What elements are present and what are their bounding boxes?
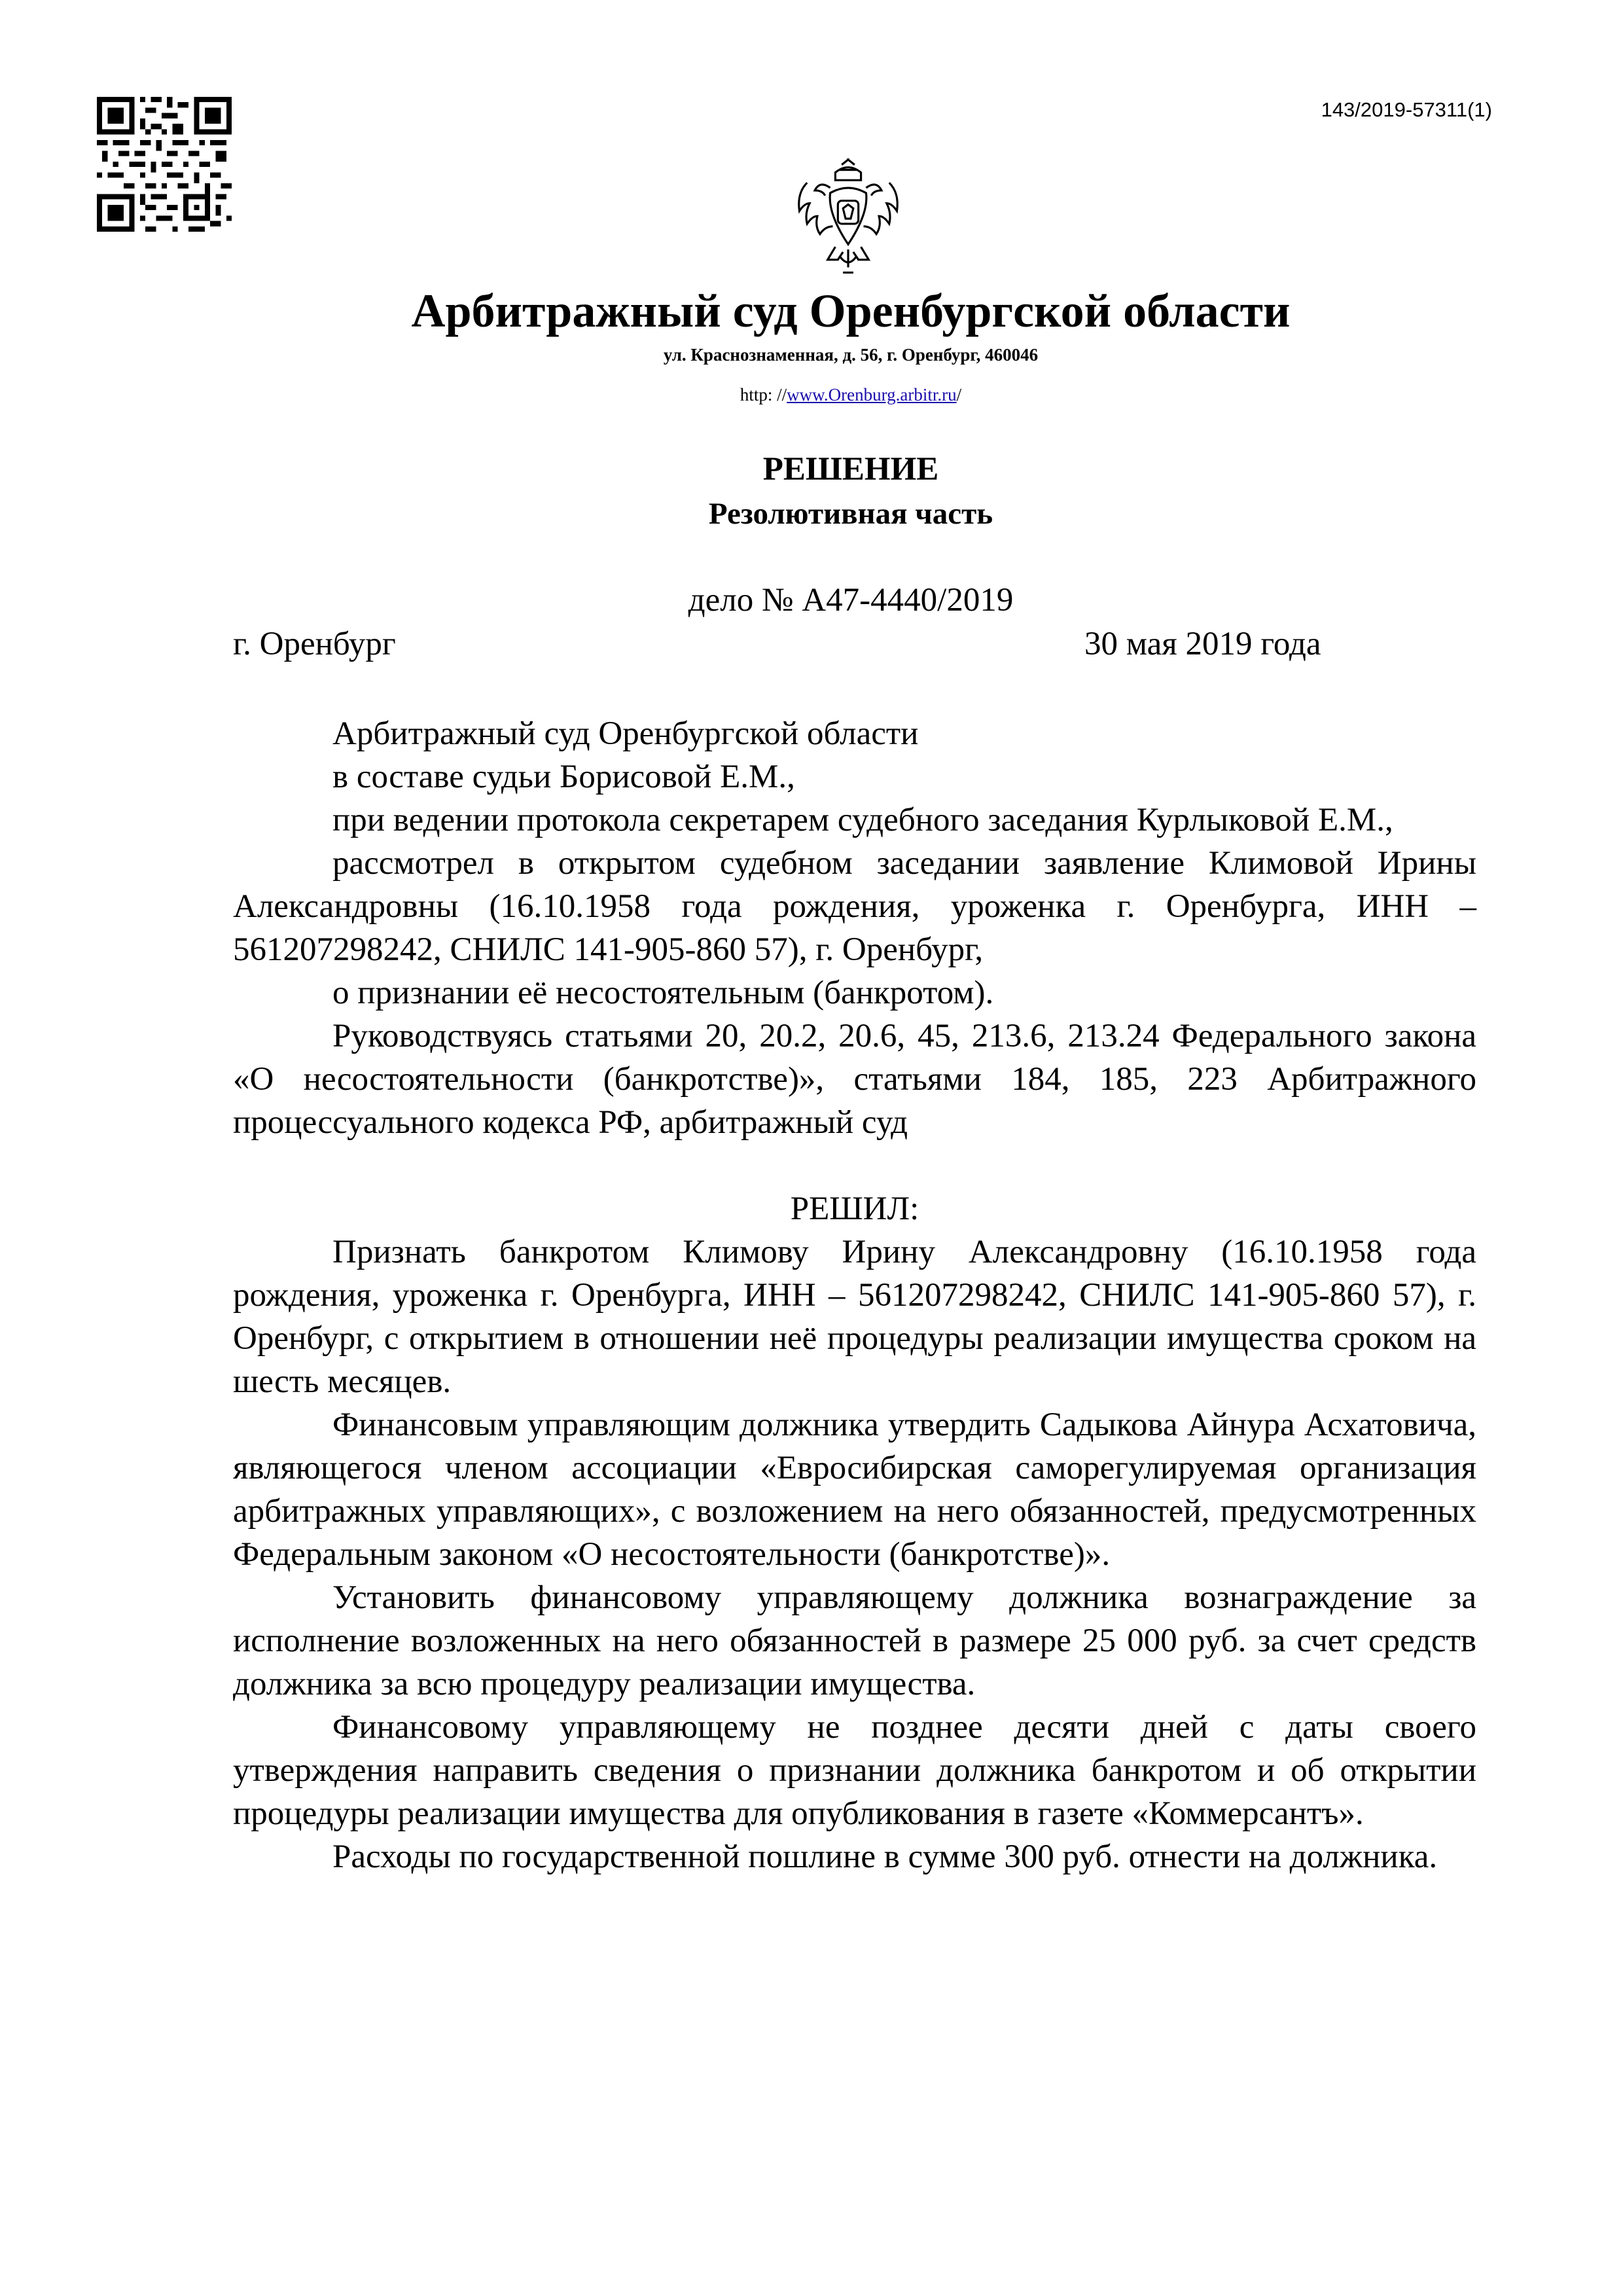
court-address: ул. Краснознаменная, д. 56, г. Оренбург, 460046: [663, 345, 1039, 365]
intro-basis: Руководствуясь статьями 20, 20.2, 20.6, 45, 213.6, 213.24 Федерального закона «О несостоятельности (банкротстве)», статьями 184, 185, 223 Арбитражного процессуального кодекса РФ, арбитражный суд: [233, 1018, 1476, 1141]
decision-paragraph: Расходы по государственной пошлине в сумме 300 руб. отнести на должника.: [332, 1839, 1438, 1875]
document-subtitle: Резолютивная часть: [708, 497, 993, 531]
intro-judge: в составе судьи Борисовой Е.М.,: [332, 759, 795, 795]
document-id: 143/2019-57311(1): [1321, 98, 1492, 121]
court-name: Арбитражный суд Оренбургской области: [411, 285, 1291, 337]
city: г. Оренбург: [233, 626, 396, 662]
decision-paragraph: Финансовым управляющим должника утвердить Садыкова Айнура Асхатовича, являющегося членом ассоциации «Евросибирская саморегулируемая организация арбитражных управляющих», с возложением на него обязанностей, предусмотренных Федеральным законом «О несостоятельности (банкротстве)».: [233, 1407, 1476, 1573]
decision-paragraph: Установить финансовому управляющему должника вознаграждение за исполнение возложенных на него обязанностей в размере 25 000 руб. за счет средств должника за всю процедуру реализации имущества.: [233, 1579, 1476, 1702]
document-body: [233, 712, 1476, 1878]
coat-of-arms-icon: [784, 157, 912, 285]
intro-subject: о признании её несостоятельным (банкротом).: [332, 975, 994, 1011]
decision-heading: РЕШИЛ:: [790, 1191, 919, 1227]
case-number: дело № А47-4440/2019: [688, 582, 1014, 619]
intro-court: Арбитражный суд Оренбургской области: [332, 715, 919, 752]
intro-secretary: при ведении протокола секретарем судебного заседания Курлыковой Е.М.,: [332, 802, 1393, 838]
court-website-suffix: /: [956, 385, 962, 404]
qr-code-icon: [97, 97, 232, 232]
document-title: РЕШЕНИЕ: [762, 451, 939, 488]
court-website-prefix: http: //: [740, 385, 787, 404]
decision-paragraph: Финансовому управляющему не позднее десяти дней с даты своего утверждения направить сведения о признании должника банкротом и об открытии процедуры реализации имущества для опубликования в газете «Коммерсантъ».: [233, 1709, 1476, 1832]
court-website: [0, 385, 1623, 405]
decision-date: 30 мая 2019 года: [1084, 626, 1321, 662]
court-website-link[interactable]: www.Orenburg.arbitr.ru: [787, 385, 957, 404]
decision-paragraph: Признать банкротом Климову Ирину Александровну (16.10.1958 года рождения, уроженка г. Оренбурга, ИНН – 561207298242, СНИЛС 141-905-860 57), г. Оренбург, с открытием в отношении неё процедуры реализации имущества сроком на шесть месяцев.: [233, 1234, 1476, 1400]
intro-considered: рассмотрел в открытом судебном заседании заявление Климовой Ирины Александровны (16.10.1958 года рождения, уроженка г. Оренбурга, ИНН – 561207298242, СНИЛС 141-905-860 57), г. Оренбург,: [233, 845, 1476, 968]
